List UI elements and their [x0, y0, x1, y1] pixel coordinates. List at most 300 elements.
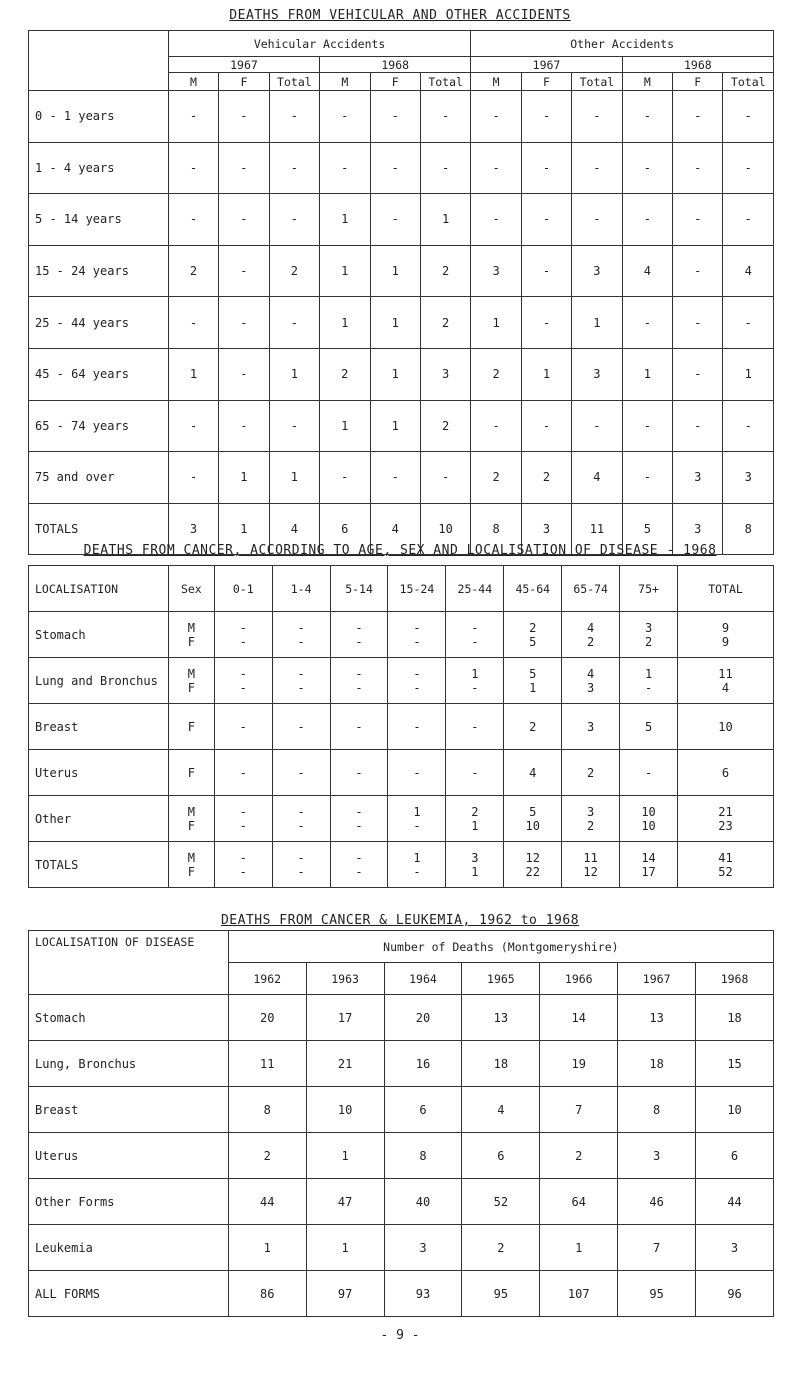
table-cell: -: [320, 142, 370, 194]
row-label: Other: [29, 796, 169, 842]
table-row: [29, 1225, 774, 1271]
accidents-title: DEATHS FROM VEHICULAR AND OTHER ACCIDENTS: [229, 8, 571, 23]
cell-value: -: [413, 620, 421, 635]
cell-value: -: [355, 864, 363, 879]
column-header: Sex: [168, 566, 214, 612]
table-cell: 3: [723, 452, 774, 504]
sub-header: M: [320, 73, 370, 91]
cell-value: 10: [718, 719, 733, 734]
row-label: Breast: [29, 704, 169, 750]
cell-value: 2: [644, 634, 653, 649]
table-cell: 15: [696, 1041, 774, 1087]
cell-value: -: [355, 765, 363, 780]
column-header: 45-64: [504, 566, 562, 612]
cell-value: 21: [718, 804, 733, 819]
cell-value: 2: [587, 818, 595, 833]
deaths-group-header: Number of Deaths (Montgomeryshire): [228, 931, 773, 963]
column-header: 5-14: [330, 566, 388, 612]
cell-value: -: [239, 804, 247, 819]
row-label: 0 - 1 years: [29, 91, 169, 143]
cell-value: 4: [587, 666, 595, 681]
sex-cell: [168, 796, 214, 842]
table-cell: -: [420, 142, 470, 194]
table-cell: 20: [384, 995, 462, 1041]
column-header: 25-44: [446, 566, 504, 612]
cell-value: 2: [471, 804, 479, 819]
table-cell: -: [420, 91, 470, 143]
table-cell: 2: [228, 1133, 306, 1179]
cancer-table: [28, 565, 774, 888]
row-label: Other Forms: [29, 1179, 229, 1225]
table-cell: -: [673, 194, 723, 246]
table-cell: 107: [540, 1271, 618, 1317]
table-cell: -: [673, 348, 723, 400]
table-cell: 1: [572, 297, 622, 349]
table-cell: -: [168, 400, 218, 452]
year-header: 1964: [384, 963, 462, 995]
cell-value: 6: [721, 765, 730, 780]
table-cell: 64: [540, 1179, 618, 1225]
sex-value: M: [187, 620, 195, 635]
sub-header: F: [219, 73, 269, 91]
table-cell: -: [521, 91, 571, 143]
cell-value: -: [355, 666, 363, 681]
cell-value: -: [413, 666, 421, 681]
cell-value: 41: [718, 850, 733, 865]
year-header: 1968: [622, 57, 773, 73]
table-cell: 14: [540, 995, 618, 1041]
table-cell: [504, 750, 562, 796]
table-cell: [620, 796, 678, 842]
table-row: [29, 995, 774, 1041]
table-cell: -: [370, 452, 420, 504]
table-cell: 4: [370, 503, 420, 555]
cell-value: 4: [721, 680, 730, 695]
cell-value: 2: [587, 634, 595, 649]
cell-value: 5: [644, 719, 653, 734]
table-cell: [504, 842, 562, 888]
table-cell: -: [673, 142, 723, 194]
table-cell: 6: [384, 1087, 462, 1133]
cell-value: 2: [587, 765, 595, 780]
table-cell: [272, 796, 330, 842]
table-cell: 5: [622, 503, 672, 555]
table-row: [29, 194, 774, 246]
sub-header: Total: [572, 73, 622, 91]
table-row: [29, 1179, 774, 1225]
cell-value: 10: [641, 804, 656, 819]
cell-value: 3: [587, 719, 595, 734]
table-cell: -: [219, 142, 269, 194]
row-label: Stomach: [29, 612, 169, 658]
sex-value: M: [187, 850, 195, 865]
table-cell: [330, 842, 388, 888]
cell-value: -: [239, 680, 247, 695]
table-cell: -: [673, 245, 723, 297]
table-cell: -: [269, 142, 319, 194]
cell-value: 1: [413, 850, 421, 865]
cell-value: 1: [471, 666, 479, 681]
table-cell: 10: [306, 1087, 384, 1133]
table-row: [29, 400, 774, 452]
cell-value: -: [239, 666, 247, 681]
table-cell: 7: [618, 1225, 696, 1271]
table-cell: 52: [462, 1179, 540, 1225]
year-header: 1967: [618, 963, 696, 995]
table-cell: [214, 704, 272, 750]
table-cell: -: [673, 297, 723, 349]
table-row: [29, 842, 774, 888]
cell-value: 10: [525, 818, 540, 833]
table-cell: 17: [306, 995, 384, 1041]
table-cell: 3: [696, 1225, 774, 1271]
cell-value: -: [644, 680, 653, 695]
table-cell: -: [723, 91, 774, 143]
table-cell: -: [269, 400, 319, 452]
table-cell: -: [622, 452, 672, 504]
cell-value: -: [413, 864, 421, 879]
table-cell: -: [219, 194, 269, 246]
table-cell: [446, 842, 504, 888]
column-header: 65-74: [562, 566, 620, 612]
table-cell: [562, 658, 620, 704]
sub-header: F: [521, 73, 571, 91]
table-cell: 6: [462, 1133, 540, 1179]
table-cell: [504, 612, 562, 658]
year-header: 1965: [462, 963, 540, 995]
table-cell: 1: [471, 297, 521, 349]
cell-value: 4: [529, 765, 537, 780]
table-cell: [446, 658, 504, 704]
cell-value: -: [297, 765, 305, 780]
table-row: [29, 796, 774, 842]
table-cell: [330, 612, 388, 658]
cell-value: 9: [721, 620, 730, 635]
table-cell: -: [269, 297, 319, 349]
cell-value: -: [413, 680, 421, 695]
cell-value: 14: [641, 850, 656, 865]
cell-value: -: [297, 864, 305, 879]
table-cell: 8: [618, 1087, 696, 1133]
sex-value: F: [187, 634, 195, 649]
table-row: [29, 452, 774, 504]
table-cell: -: [269, 91, 319, 143]
table-cell: [504, 658, 562, 704]
table-cell: 46: [618, 1179, 696, 1225]
cell-value: -: [297, 850, 305, 865]
table-cell: [272, 612, 330, 658]
table-cell: [214, 612, 272, 658]
row-label: Lung and Bronchus: [29, 658, 169, 704]
table-cell: 97: [306, 1271, 384, 1317]
table-cell: [562, 704, 620, 750]
sex-cell: [168, 750, 214, 796]
table-cell: -: [320, 452, 370, 504]
table-cell: [620, 842, 678, 888]
table-cell: 1: [269, 452, 319, 504]
table-cell: -: [673, 400, 723, 452]
table-cell: [562, 796, 620, 842]
year-header: 1968: [320, 57, 471, 73]
table-cell: 18: [618, 1041, 696, 1087]
table-cell: 3: [384, 1225, 462, 1271]
row-label: Breast: [29, 1087, 229, 1133]
row-label: Stomach: [29, 995, 229, 1041]
table-cell: -: [168, 194, 218, 246]
table-cell: 1: [370, 297, 420, 349]
table-cell: -: [723, 400, 774, 452]
sub-header: F: [370, 73, 420, 91]
table-cell: 2: [420, 400, 470, 452]
cell-value: 22: [525, 864, 540, 879]
table-cell: 1: [723, 348, 774, 400]
table-cell: [272, 750, 330, 796]
table-cell: [678, 704, 774, 750]
table-row: [29, 1133, 774, 1179]
cell-value: -: [297, 666, 305, 681]
cell-value: -: [644, 765, 653, 780]
table-cell: 95: [462, 1271, 540, 1317]
table-cell: 4: [572, 452, 622, 504]
table-cell: 1: [540, 1225, 618, 1271]
table-cell: [388, 658, 446, 704]
sub-header: M: [471, 73, 521, 91]
cell-value: 1: [471, 864, 479, 879]
row-label: ALL FORMS: [29, 1271, 229, 1317]
table-cell: 19: [540, 1041, 618, 1087]
table-cell: 95: [618, 1271, 696, 1317]
table-cell: [678, 658, 774, 704]
sex-value: F: [187, 818, 195, 833]
table-cell: [446, 704, 504, 750]
table-cell: 2: [521, 452, 571, 504]
cell-value: -: [355, 634, 363, 649]
table-cell: [678, 796, 774, 842]
table-cell: 3: [168, 503, 218, 555]
table-row: [29, 348, 774, 400]
table-cell: 13: [618, 995, 696, 1041]
table-cell: 3: [673, 503, 723, 555]
cell-value: 3: [587, 804, 595, 819]
table-cell: 1: [219, 503, 269, 555]
row-label: 45 - 64 years: [29, 348, 169, 400]
table-cell: [562, 612, 620, 658]
row-label: 25 - 44 years: [29, 297, 169, 349]
table-cell: -: [521, 142, 571, 194]
table-cell: 96: [696, 1271, 774, 1317]
table-cell: 1: [622, 348, 672, 400]
cell-value: 1: [529, 680, 537, 695]
table-cell: 13: [462, 995, 540, 1041]
table-cell: 86: [228, 1271, 306, 1317]
table-cell: [388, 704, 446, 750]
cell-value: 1: [471, 818, 479, 833]
table-cell: 40: [384, 1179, 462, 1225]
vehicular-group-header: Vehicular Accidents: [168, 31, 471, 57]
row-label: 65 - 74 years: [29, 400, 169, 452]
table-cell: -: [219, 245, 269, 297]
table-cell: 1: [228, 1225, 306, 1271]
table-cell: -: [521, 400, 571, 452]
table-cell: 1: [306, 1133, 384, 1179]
table-cell: 18: [696, 995, 774, 1041]
table-cell: 1: [370, 245, 420, 297]
cell-value: 1: [413, 804, 421, 819]
table-cell: 2: [168, 245, 218, 297]
cell-value: -: [471, 719, 479, 734]
table-cell: [330, 658, 388, 704]
table-cell: 1: [320, 297, 370, 349]
table-cell: -: [572, 400, 622, 452]
cell-value: -: [239, 818, 247, 833]
column-header: 75+: [620, 566, 678, 612]
table-cell: 11: [228, 1041, 306, 1087]
cell-value: 3: [471, 850, 479, 865]
sex-value: F: [187, 719, 195, 734]
cell-value: 23: [718, 818, 733, 833]
table-cell: -: [168, 142, 218, 194]
table-cell: -: [723, 142, 774, 194]
year-header: 1968: [696, 963, 774, 995]
table-cell: [678, 750, 774, 796]
column-header: 15-24: [388, 566, 446, 612]
table-cell: 44: [228, 1179, 306, 1225]
cell-value: 2: [529, 719, 537, 734]
cell-value: 3: [644, 620, 653, 635]
sex-cell: [168, 658, 214, 704]
table-cell: 3: [572, 245, 622, 297]
cell-value: -: [413, 765, 421, 780]
cell-value: -: [297, 634, 305, 649]
table-cell: [446, 612, 504, 658]
table-cell: [272, 658, 330, 704]
table-cell: 10: [696, 1087, 774, 1133]
table-row: [29, 612, 774, 658]
table-cell: [678, 612, 774, 658]
table-cell: 2: [269, 245, 319, 297]
table-cell: 8: [384, 1133, 462, 1179]
table-cell: 4: [462, 1087, 540, 1133]
table-cell: -: [622, 142, 672, 194]
table-row: [29, 704, 774, 750]
sex-cell: [168, 704, 214, 750]
table-cell: 4: [723, 245, 774, 297]
table-cell: 47: [306, 1179, 384, 1225]
table-cell: [620, 750, 678, 796]
table-cell: 2: [462, 1225, 540, 1271]
table-cell: -: [723, 297, 774, 349]
table-cell: 2: [320, 348, 370, 400]
sex-value: F: [187, 864, 195, 879]
table-cell: -: [471, 400, 521, 452]
table-cell: [272, 842, 330, 888]
table-row: [29, 1271, 774, 1317]
cell-value: -: [355, 850, 363, 865]
table-cell: [330, 704, 388, 750]
table-cell: [272, 704, 330, 750]
table-cell: 2: [420, 245, 470, 297]
sub-header: F: [673, 73, 723, 91]
table-cell: [678, 842, 774, 888]
cell-value: 11: [583, 850, 598, 865]
cell-value: -: [297, 818, 305, 833]
table-cell: 1: [219, 452, 269, 504]
table-cell: -: [572, 194, 622, 246]
table-cell: [446, 796, 504, 842]
accidents-corner: [29, 31, 169, 91]
row-label: Uterus: [29, 750, 169, 796]
cell-value: 2: [529, 620, 537, 635]
cancer-title: DEATHS FROM CANCER, ACCORDING TO AGE, SEX AND LOCALISATION OF DISEASE - 1968: [83, 543, 717, 558]
table-cell: [388, 796, 446, 842]
column-header: 0-1: [214, 566, 272, 612]
table-cell: -: [572, 142, 622, 194]
sub-header: Total: [269, 73, 319, 91]
table-cell: [388, 750, 446, 796]
accidents-table: [28, 30, 774, 555]
row-label: 15 - 24 years: [29, 245, 169, 297]
table-cell: 2: [420, 297, 470, 349]
sub-header: Total: [723, 73, 774, 91]
column-header: LOCALISATION: [29, 566, 169, 612]
cell-value: 4: [587, 620, 595, 635]
row-label: Lung, Bronchus: [29, 1041, 229, 1087]
cell-value: 5: [529, 666, 537, 681]
table-cell: 3: [618, 1133, 696, 1179]
cell-value: -: [471, 620, 479, 635]
cell-value: -: [297, 719, 305, 734]
cell-value: 52: [718, 864, 733, 879]
table-cell: [214, 842, 272, 888]
localisation-header: LOCALISATION OF DISEASE: [29, 931, 229, 995]
table-cell: [214, 796, 272, 842]
table-cell: 3: [673, 452, 723, 504]
table-cell: 3: [521, 503, 571, 555]
cell-value: -: [471, 765, 479, 780]
cell-value: -: [355, 620, 363, 635]
table-cell: 6: [320, 503, 370, 555]
sex-value: F: [187, 765, 195, 780]
table-cell: 1: [521, 348, 571, 400]
row-label: TOTALS: [29, 842, 169, 888]
cell-value: -: [471, 680, 479, 695]
row-label: 5 - 14 years: [29, 194, 169, 246]
table-cell: [504, 796, 562, 842]
table-cell: [504, 704, 562, 750]
row-label: TOTALS: [29, 503, 169, 555]
table-row: [29, 1041, 774, 1087]
table-cell: 8: [471, 503, 521, 555]
table-row: [29, 297, 774, 349]
year-header: 1963: [306, 963, 384, 995]
table-cell: [330, 796, 388, 842]
table-cell: 93: [384, 1271, 462, 1317]
table-cell: 1: [320, 245, 370, 297]
year-header: 1966: [540, 963, 618, 995]
sex-value: M: [187, 804, 195, 819]
table-row: [29, 91, 774, 143]
cell-value: 5: [529, 804, 537, 819]
cell-value: -: [413, 719, 421, 734]
table-row: [29, 1087, 774, 1133]
cell-value: -: [239, 765, 247, 780]
row-label: Leukemia: [29, 1225, 229, 1271]
table-cell: -: [168, 91, 218, 143]
table-cell: -: [370, 91, 420, 143]
table-cell: 1: [320, 400, 370, 452]
table-cell: -: [320, 91, 370, 143]
table-cell: -: [622, 194, 672, 246]
